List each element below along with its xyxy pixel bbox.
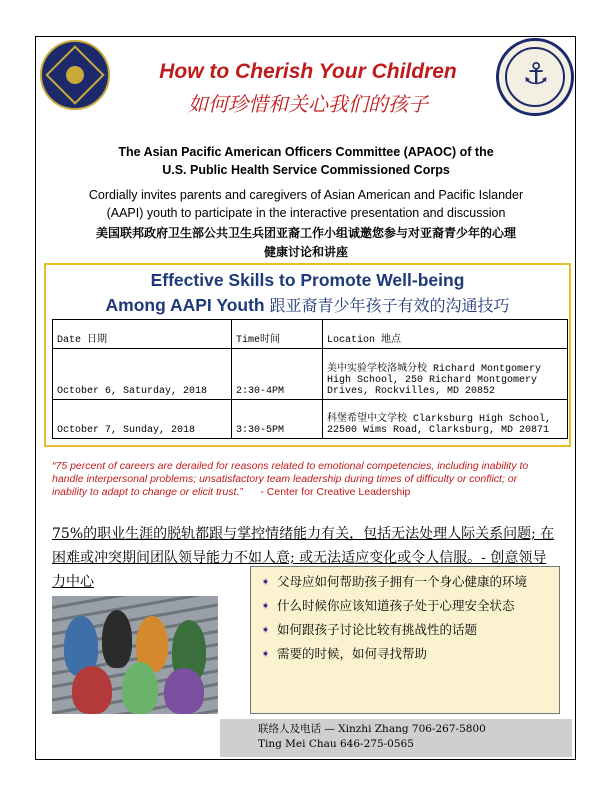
- organization: [40, 143, 572, 179]
- header-date: Date 日期: [53, 320, 232, 349]
- arrow-bullet-icon: ➧: [261, 623, 271, 636]
- table-row: [53, 349, 568, 400]
- invite-line-1: Cordially invites parents and caregivers of Asian American and Pacific Islander: [88, 188, 524, 202]
- public-health-service-seal-icon: [496, 38, 574, 116]
- topic-title-line-2: [44, 293, 571, 316]
- row-time: 3:30-5PM: [232, 400, 323, 439]
- org-line-2: U.S. Public Health Service Commissioned Corps: [162, 163, 450, 177]
- schedule-table: [52, 319, 568, 439]
- row-date: October 6, Saturday, 2018: [53, 349, 232, 400]
- list-item: [259, 573, 551, 591]
- row-time: 2:30-4PM: [232, 349, 323, 400]
- header-location: Location 地点: [323, 320, 568, 349]
- org-line-1: The Asian Pacific American Officers Committee (APAOC) of the: [118, 145, 494, 159]
- quote-source: - Center for Creative Leadership: [260, 486, 411, 498]
- topic-title-line-1: Effective Skills to Promote Well-being: [150, 270, 465, 290]
- topic-line-2-en: Among AAPI Youth: [105, 295, 270, 315]
- invitation-english: [40, 186, 572, 222]
- row-location: 美中实验学校洛城分校 Richard Montgomery High School, 250 Richard Montgomery Drives, Rockvilles, MD 20852: [323, 349, 568, 400]
- list-item-text: 需要的时候，如何寻找帮助: [277, 646, 428, 661]
- list-item: [259, 597, 551, 615]
- row-location: 科堡希望中文学校 Clarksburg High School, 22500 Wims Road, Clarksburg, MD 20871: [323, 400, 568, 439]
- quote-english: [52, 460, 552, 499]
- list-item-text: 父母应如何帮助孩子拥有一个身心健康的环境: [277, 574, 528, 589]
- title-chinese: 如何珍惜和关心我们的孩子: [188, 92, 428, 116]
- photo-person: [164, 668, 204, 714]
- invitation-chinese: [40, 224, 572, 262]
- anchor-icon: ⚓: [522, 57, 550, 92]
- header-time: Time时间: [232, 320, 323, 349]
- list-item: [259, 645, 551, 663]
- arrow-bullet-icon: ➧: [261, 575, 271, 588]
- table-header-row: [53, 320, 568, 349]
- topic-line-2-zh: 跟亚裔青少年孩子有效的沟通技巧: [269, 296, 510, 315]
- list-item-text: 什么时候你应该知道孩子处于心理安全状态: [277, 598, 515, 613]
- contact-info: [220, 719, 572, 757]
- list-item-text: 如何跟孩子讨论比较有挑战性的话题: [277, 622, 478, 637]
- arrow-bullet-icon: ➧: [261, 647, 271, 660]
- table-row: [53, 400, 568, 439]
- photo-person: [72, 666, 112, 714]
- seal-center: [66, 66, 84, 84]
- invite-zh-line-2: 健康讨论和讲座: [263, 245, 348, 259]
- apaoc-seal-icon: [40, 40, 110, 110]
- list-item: [259, 621, 551, 639]
- photo-person: [122, 662, 158, 714]
- topics-list: [250, 566, 560, 714]
- invite-zh-line-1: 美国联邦政府卫生部公共卫生兵团亚裔工作小组诚邀您参与对亚裔青少年的心理: [95, 226, 516, 240]
- quote-chinese: 75%的职业生涯的脱轨都跟与掌控情绪能力有关，包括无法处理人际关系问题; 在困难或冲突期间团队领导能力不如人意; 或无法适应变化或令人信服。- 创意领导力中心: [52, 526, 555, 590]
- contact-line-2: Ting Mei Chau 646-275-0565: [258, 738, 414, 750]
- students-photo: [52, 596, 218, 714]
- quote-text: “75 percent of careers are derailed for reasons related to emotional competencies, including inability to handle interpersonal problems; unsatisfactory team leadership during times of difficulty or conflict; or inability to adapt to change or elicit trust.”: [52, 460, 529, 498]
- contact-line-1: 联络人及电话 — Xinzhi Zhang 706-267-5800: [258, 723, 486, 735]
- arrow-bullet-icon: ➧: [261, 599, 271, 612]
- title-english: How to Cherish Your Children: [159, 60, 457, 83]
- photo-person: [102, 610, 132, 668]
- invite-line-2: (AAPI) youth to participate in the interactive presentation and discussion: [106, 206, 506, 220]
- row-date: October 7, Sunday, 2018: [53, 400, 232, 439]
